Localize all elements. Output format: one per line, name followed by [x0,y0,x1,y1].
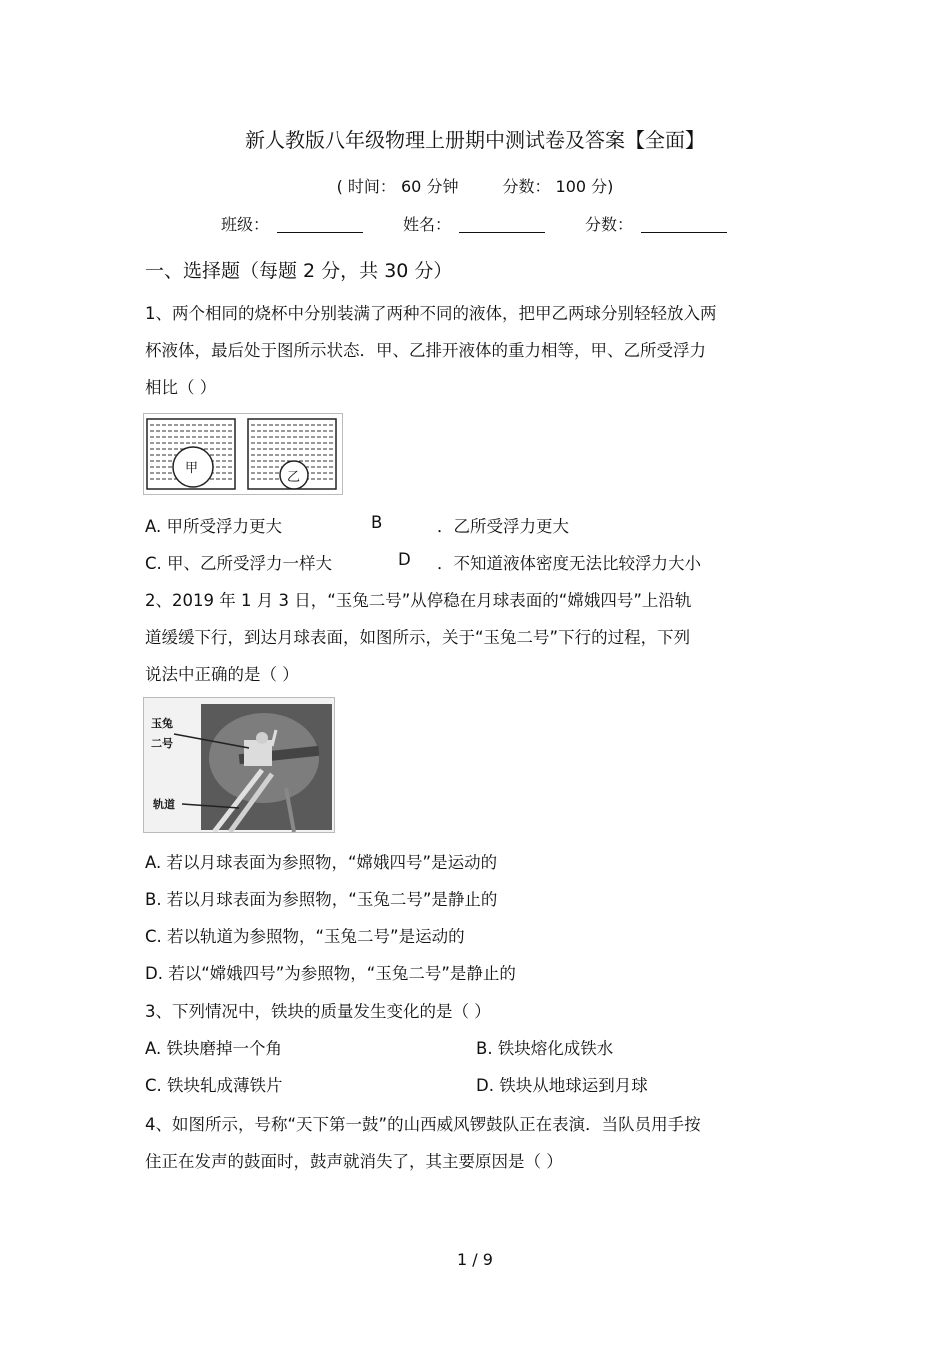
q1-line2: 杯液体，最后处于图所示状态．甲、乙排开液体的重力相等，甲、乙所受浮力 [145,341,706,360]
score-label: 分数： [585,215,634,234]
exam-meta [0,174,950,197]
score-field [585,212,727,235]
q3-option-b[interactable]: B. 铁块熔化成铁水 [476,1039,614,1058]
class-blank[interactable] [277,216,363,233]
exam-score: 分数： 100 分) [502,177,614,196]
q2-option-b[interactable]: B. 若以月球表面为参照物，“玉兔二号”是静止的 [145,890,498,909]
name-field [403,212,545,235]
q1-line3: 相比（ ） [145,378,217,397]
q4-line2: 住正在发声的鼓面时，鼓声就消失了，其主要原因是（ ） [145,1152,563,1171]
section-title: 一、选择题（每题 2 分，共 30 分） [145,260,453,282]
q2-option-c[interactable]: C. 若以轨道为参照物，“玉兔二号”是运动的 [145,927,465,946]
q3-option-c[interactable]: C. 铁块轧成薄铁片 [145,1076,283,1095]
q3-option-a[interactable]: A. 铁块磨掉一个角 [145,1039,282,1058]
ball-jia-label: 甲 [185,461,199,476]
track-label: 轨道 [153,798,175,811]
q1-option-b-text[interactable]: ．乙所受浮力更大 [437,517,569,536]
q1-line1: 1、两个相同的烧杯中分别装满了两种不同的液体，把甲乙两球分别轻轻放入两 [145,304,717,323]
q1-option-b-letter[interactable]: B [371,513,383,532]
q1-option-c[interactable]: C. 甲、乙所受浮力一样大 [145,554,333,573]
ball-yi-label: 乙 [287,470,301,485]
class-label: 班级： [221,215,270,234]
q1-option-d-letter[interactable]: D [398,550,411,569]
q2-option-a[interactable]: A. 若以月球表面为参照物，“嫦娥四号”是运动的 [145,853,498,872]
q2-line3: 说法中正确的是（ ） [145,665,299,684]
q1-option-d-text[interactable]: ．不知道液体密度无法比较浮力大小 [437,554,701,573]
exam-time: ( 时间： 60 分钟 [336,177,459,196]
class-field [221,212,363,235]
name-label: 姓名： [403,215,452,234]
name-blank[interactable] [459,216,545,233]
q4-line1: 4、如图所示，号称“天下第一鼓”的山西威风锣鼓队正在表演．当队员用手按 [145,1115,701,1134]
q3-option-d[interactable]: D. 铁块从地球运到月球 [476,1076,648,1095]
rover-label-1: 玉兔 [151,717,173,730]
page-number: 1 / 9 [457,1250,493,1269]
q1-figure [143,413,343,495]
rover-label-2: 二号 [151,737,173,750]
q2-option-d[interactable]: D. 若以“嫦娥四号”为参照物，“玉兔二号”是静止的 [145,964,516,983]
q2-figure [143,697,335,833]
q3-line1: 3、下列情况中，铁块的质量发生变化的是（ ） [145,1002,491,1021]
page-title: 新人教版八年级物理上册期中测试卷及答案【全面】 [245,128,705,152]
beakers-diagram [144,414,342,494]
q2-line1: 2、2019 年 1 月 3 日，“玉兔二号”从停稳在月球表面的“嫦娥四号”上沿轨 [145,591,692,610]
score-blank[interactable] [641,216,727,233]
q2-line2: 道缓缓下行，到达月球表面，如图所示，关于“玉兔二号”下行的过程，下列 [145,628,691,647]
q1-option-a[interactable]: A. 甲所受浮力更大 [145,517,282,536]
